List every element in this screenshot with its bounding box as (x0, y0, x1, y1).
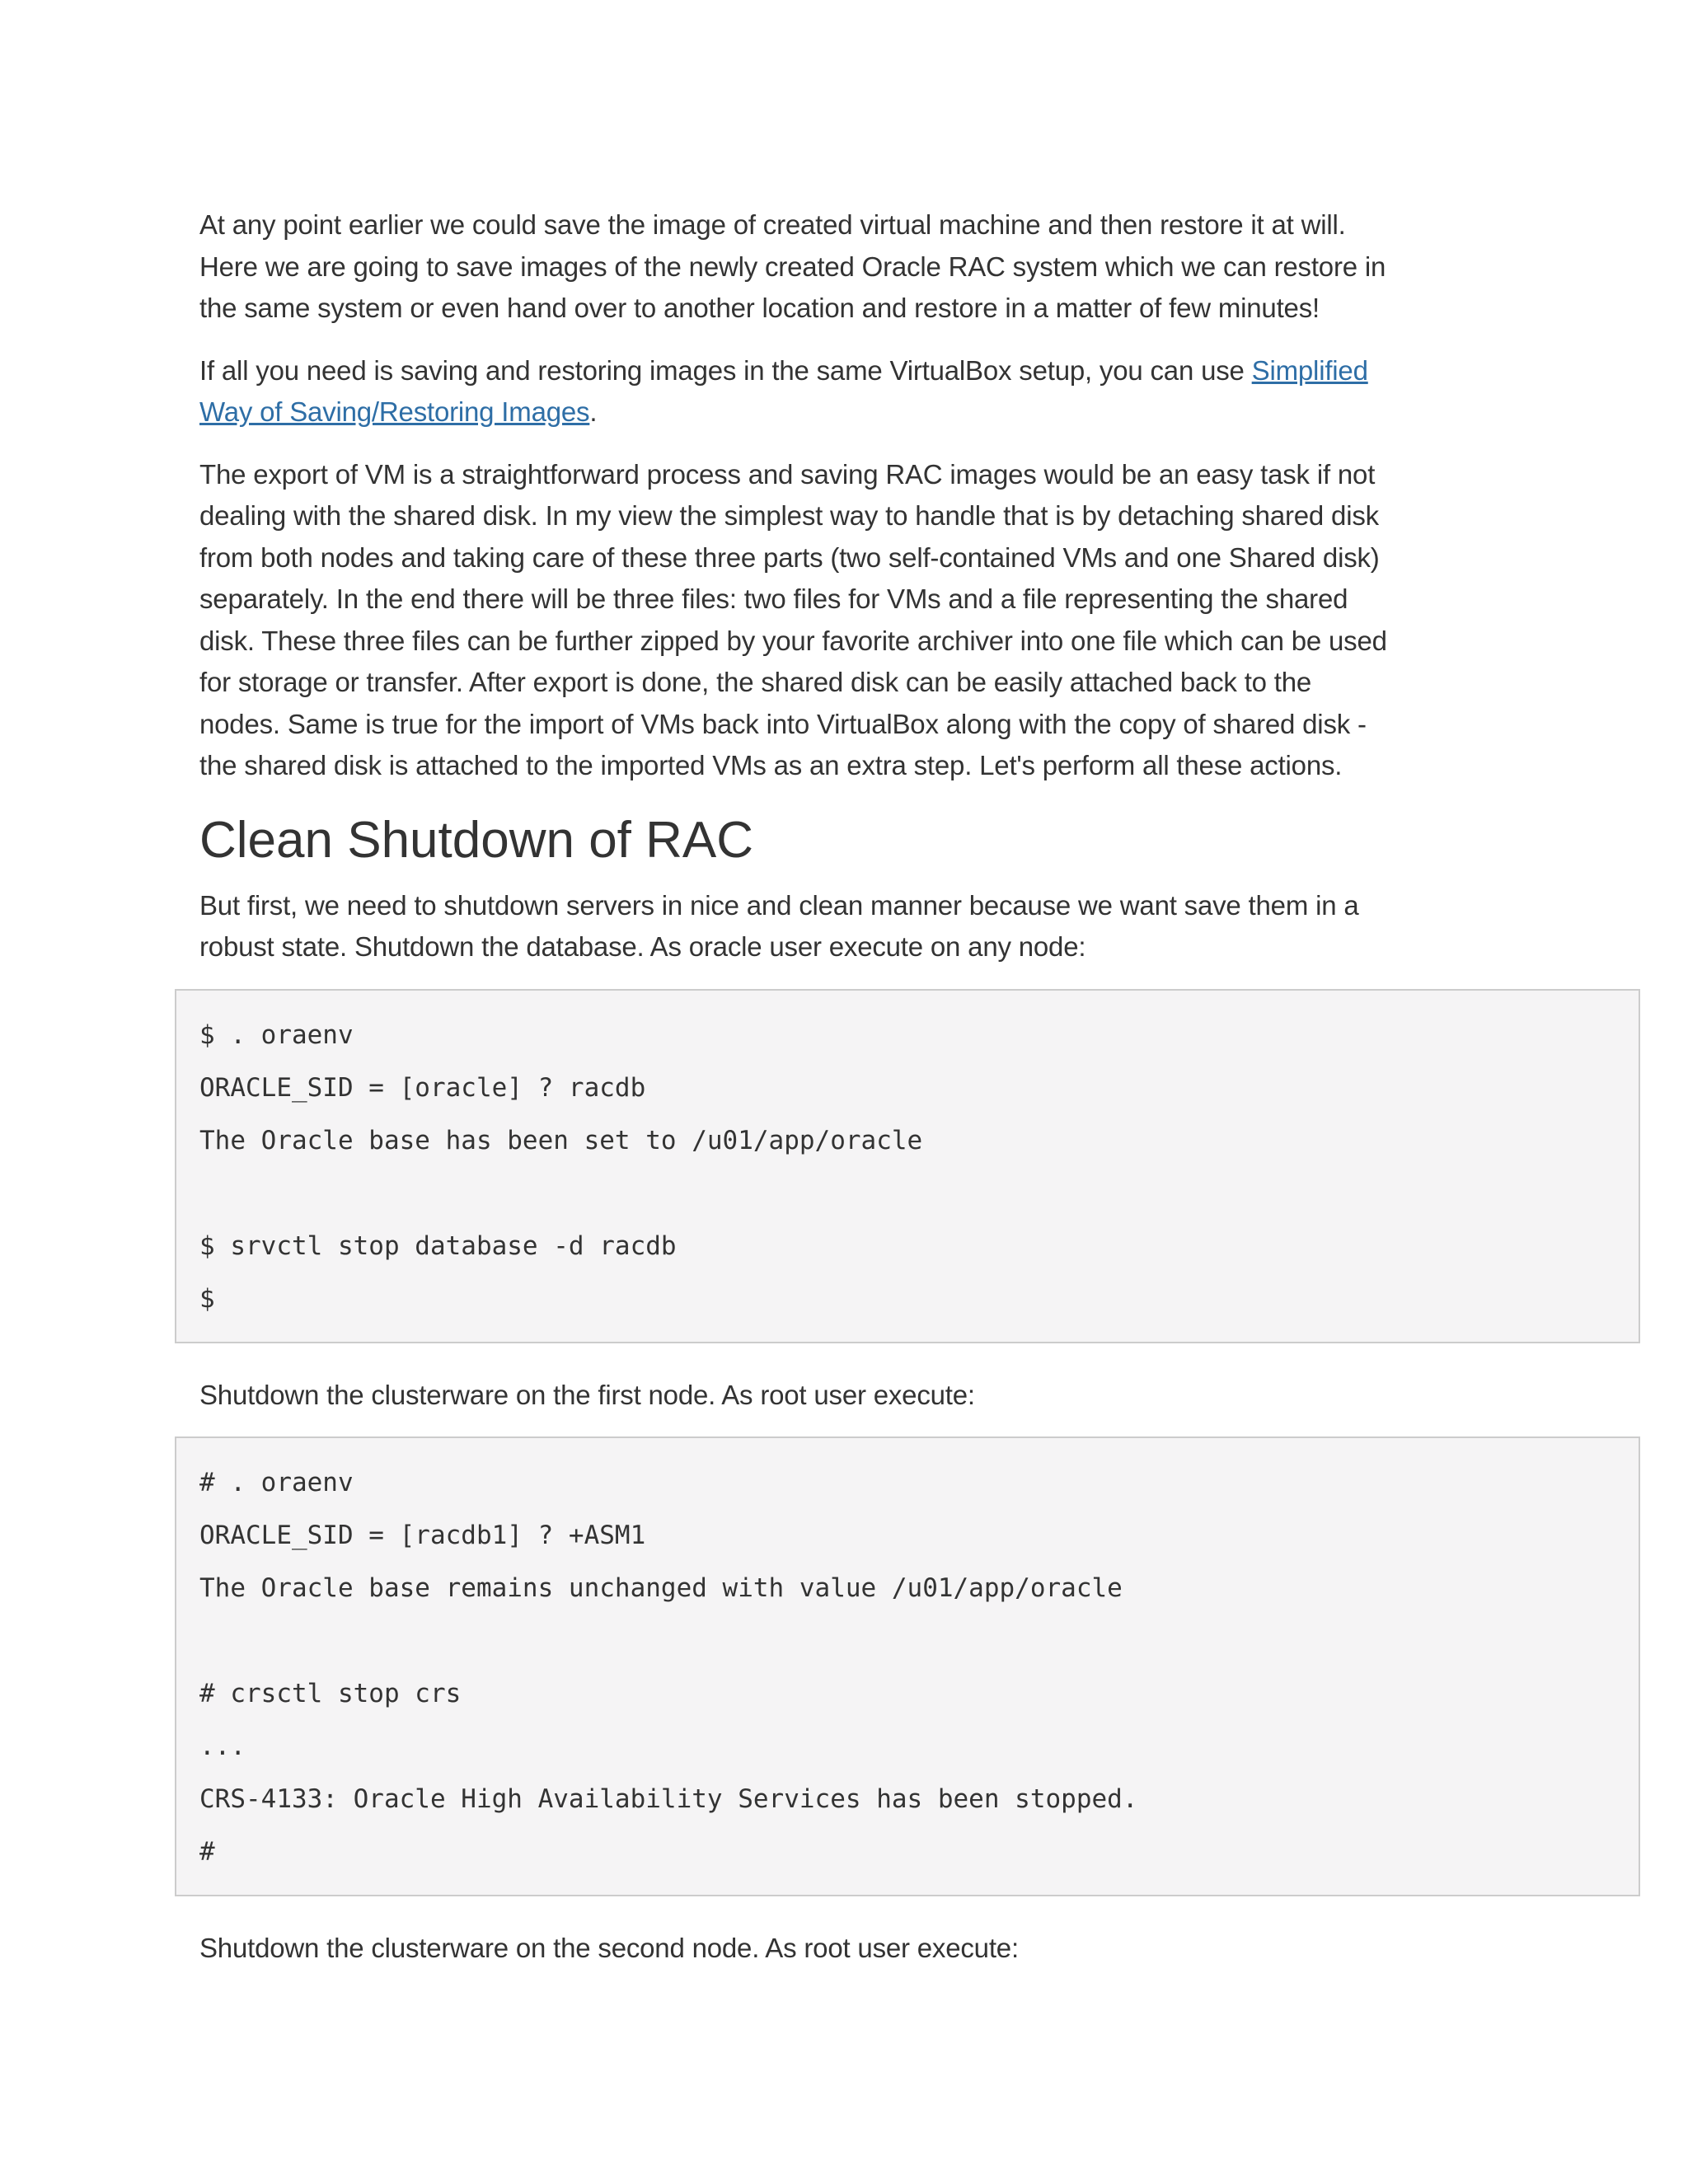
code-line: CRS-4133: Oracle High Availability Services has been stopped. (199, 1784, 1138, 1814)
code-block-database-shutdown (175, 989, 1640, 1343)
code-line: $ srvctl stop database -d racdb (199, 1230, 677, 1261)
shutdown-intro-paragraph (199, 885, 1518, 968)
first-node-paragraph: Shutdown the clusterware on the first node. As root user execute: (199, 1379, 975, 1410)
code-line: The Oracle base has been set to /u01/app/oracle (199, 1125, 923, 1155)
link-text-line-2: Way of Saving/Restoring Images (199, 396, 590, 427)
code-line: ORACLE_SID = [oracle] ? racdb (199, 1072, 646, 1103)
code-line-blank (199, 1615, 1615, 1667)
document-page (199, 204, 1518, 1990)
code-line: $ (199, 1283, 215, 1314)
link-text-line-1: Simplified (1251, 354, 1368, 386)
intro-line-1: At any point earlier we could save the image of created virtual machine and then restore it at will. (199, 209, 1346, 240)
export-line-6: for storage or transfer. After export is done, the shared disk can be easily attached back to the (199, 667, 1312, 697)
export-paragraph (199, 454, 1518, 787)
code-line: ORACLE_SID = [racdb1] ? +ASM1 (199, 1521, 646, 1550)
intro-line-2: Here we are going to save images of the newly created Oracle RAC system which we can restore in (199, 251, 1386, 282)
intro-line-3: the same system or even hand over to another location and restore in a matter of few minutes! (199, 293, 1320, 323)
shutdown-intro-line-1: But first, we need to shutdown servers in nice and clean manner because we want save them in a (199, 889, 1359, 921)
virtualbox-text: If all you need is saving and restoring images in the same VirtualBox setup, you can use (199, 354, 1252, 386)
virtualbox-paragraph (199, 350, 1518, 434)
export-line-2: dealing with the shared disk. In my view the simplest way to handle that is by detaching shared disk (199, 500, 1379, 531)
code-line: ... (199, 1732, 246, 1761)
code-line: $ . oraenv (199, 1019, 354, 1050)
section-heading: Clean Shutdown of RAC (199, 811, 754, 869)
export-line-1: The export of VM is a straightforward process and saving RAC images would be an easy task if not (199, 458, 1376, 490)
code-line: # . oraenv (199, 1468, 354, 1497)
export-line-4: separately. In the end there will be three files: two files for VMs and a file representing the shared (199, 583, 1348, 614)
export-line-8: the shared disk is attached to the imported VMs as an extra step. Let's perform all these actions. (199, 750, 1343, 780)
export-line-7: nodes. Same is true for the import of VMs back into VirtualBox along with the copy of shared disk - (199, 708, 1367, 739)
intro-paragraph (199, 204, 1518, 330)
export-line-3: from both nodes and taking care of these three parts (two self-contained VMs and one Shared disk) (199, 541, 1380, 573)
code-line: The Oracle base remains unchanged with value /u01/app/oracle (199, 1573, 1123, 1603)
code-line-blank (199, 1167, 1615, 1220)
shutdown-intro-line-2: robust state. Shutdown the database. As oracle user execute on any node: (199, 931, 1086, 962)
virtualbox-trailing-period: . (589, 396, 598, 427)
second-node-paragraph: Shutdown the clusterware on the second node. As root user execute: (199, 1933, 1019, 1963)
export-line-5: disk. These three files can be further zipped by your favorite archiver into one file which can be used (199, 625, 1387, 656)
code-line: # (199, 1837, 215, 1867)
code-line: # crsctl stop crs (199, 1679, 462, 1708)
code-block-first-node-shutdown (175, 1436, 1640, 1896)
